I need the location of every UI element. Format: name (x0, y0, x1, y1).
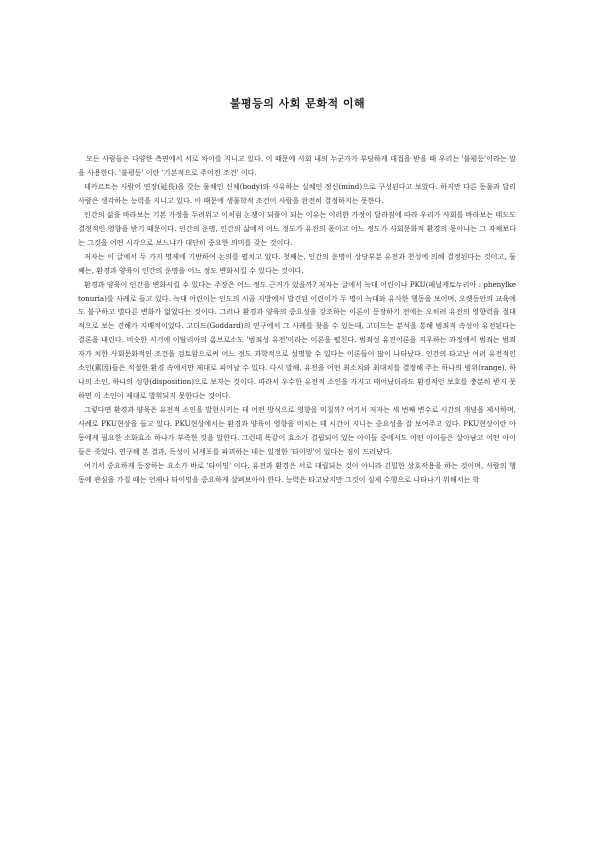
paragraph: 모든 사람들은 다양한 측면에서 서로 차이를 지니고 있다. 이 때문에 사회 내의 누군가가 부당하게 대접을 받을 때 우리는 '불평등'이라는 말을 사용한다. '불평등' 이란 '기본적으로 주어진 조건' 이다. (78, 154, 516, 177)
paragraph: 인간의 삶을 바라보는 기본 가정을 두려워고 이처럼 논쟁이 되풀이 되는 이유는 이러한 가정이 달라짐에 따라 우리가 사회를 바라보는 태도도 결정적인 영향을 받기 때문이다. 인간의 운명, 인간의 삶에서 어느 정도가 유전의 몫이고 어느 정도가 사회문화적 환경의 몫이냐는 그 자체보다는 그것을 어떤 시각으로 보느냐가 대단히 중요한 의미를 갖는 것이다. (78, 209, 516, 247)
paragraph: 환경과 양육이 인간을 변화시킬 수 있다는 주장은 어느 정도 근거가 있을까? 저자는 글에서 늑대 어린이나 PKU(페닐케토누리아 : phenylketonuria)를 사례로 들고 있다. 늑대 어린이는 인도의 시골 지방에서 발견된 어린이가 두 명이 늑대와 유사한 행동을 보이며, 오랫동안의 교육에도 불구하고 별다른 변화가 없었다는 것이다. 그러나 환경과 양육의 중요성을 강조하는 이론이 등장하기 전에는 오히려 유전의 영향력을 절대적으로 보는 견해가 지배적이었다. 고더드(Goddard)의 연구에서 그 사례를 찾을 수 있는데, 고더드는 분석을 통해 범죄적 속성이 유전된다는 결론을 내린다. 비슷한 시기에 이탈리아의 롬브로소도 '범죄성 유전'이라는 이론을 펼친다. 범죄성 유전이론을 지우하는 과정에서 범죄는 범죄자가 처한 사회문화적인 조건을 검토함으로써 어느 정도 과학적으로 설명할 수 있다는 이론들이 많이 나타났다. 인간의 타고난 여러 유전적인 소인(素因)들은 적절한 환경 속에서만 제대로 피어날 수 있다. 다시 말해, 유전을 어떤 최소치와 최대치를 결정해 주는 하나의 범위(range), 하나의 소인, 하나의 성향(disposition)으로 보자는 것이다. 따라서 우수한 유전적 소인을 가지고 태어났더라도 환경적인 보호를 충분히 받지 못하면 이 소인이 제대로 발휘되지 못한다는 것이다. (78, 279, 516, 401)
paragraph: 그렇다면 환경과 양육은 유전적 소인을 발현시키는 데 어떤 방식으로 영향을 미칠까? 여기서 저자는 세 번째 변수로 시간의 개념을 제시하며, 사례로 PKU현상을 들고 있다. PKU현상에서는 환경과 양육이 영향을 미치는 데 시간이 지니는 중요성을 잘 보여주고 있다. PKU현상이란 아동에게 필요한 소화효소 하나가 부족한 것을 말한다. 그런데 똑같이 효소가 결핍되어 있는 아이들 중에서도 어떤 아이들은 살아남고 어떤 아이들은 죽었다. 연구해 본 결과, 독성이 뇌세포를 파괴하는 데는 일정한 '타이밍'이 있다는 점이 드러났다. (78, 405, 516, 457)
paragraph: 데카르트는 사람이 연장(延長)을 갖는 물체인 신체(body)와 사유하는 실체인 정신(mind)으로 구성된다고 보았다. 하지만 다른 동물과 달리 사람은 생각하는 능력을 지니고 있다. 이 때문에 생물학적 조건이 사람을 완전히 결정하지는 못한다. (78, 181, 516, 205)
paragraph: 저자는 이 글에서 두 가지 명제에 기반하여 논의를 펼치고 있다. 첫째는, 인간의 운명이 상당부분 유전과 천성에 의해 결정된다는 것이고, 둘째는, 환경과 양육이 인간의 운명을 어느 정도 변화시킬 수 있다는 것이다. (78, 251, 516, 275)
page-title: 불평등의 사회 문화적 이해 (229, 97, 366, 110)
paragraph: 여기서 중요하게 등장하는 요소가 바로 '타이밍' 이다. 유전과 환경은 서로 대립되는 것이 아니라 긴밀한 상호작용을 하는 것이며, 사람의 행동에 관심을 가질 때는 언제나 타이밍을 중요하게 살펴보아야 한다. 능력은 타고났지만 그것이 실제 수행으로 나타나기 위해서는 학 (78, 460, 516, 484)
body-text (78, 152, 516, 487)
